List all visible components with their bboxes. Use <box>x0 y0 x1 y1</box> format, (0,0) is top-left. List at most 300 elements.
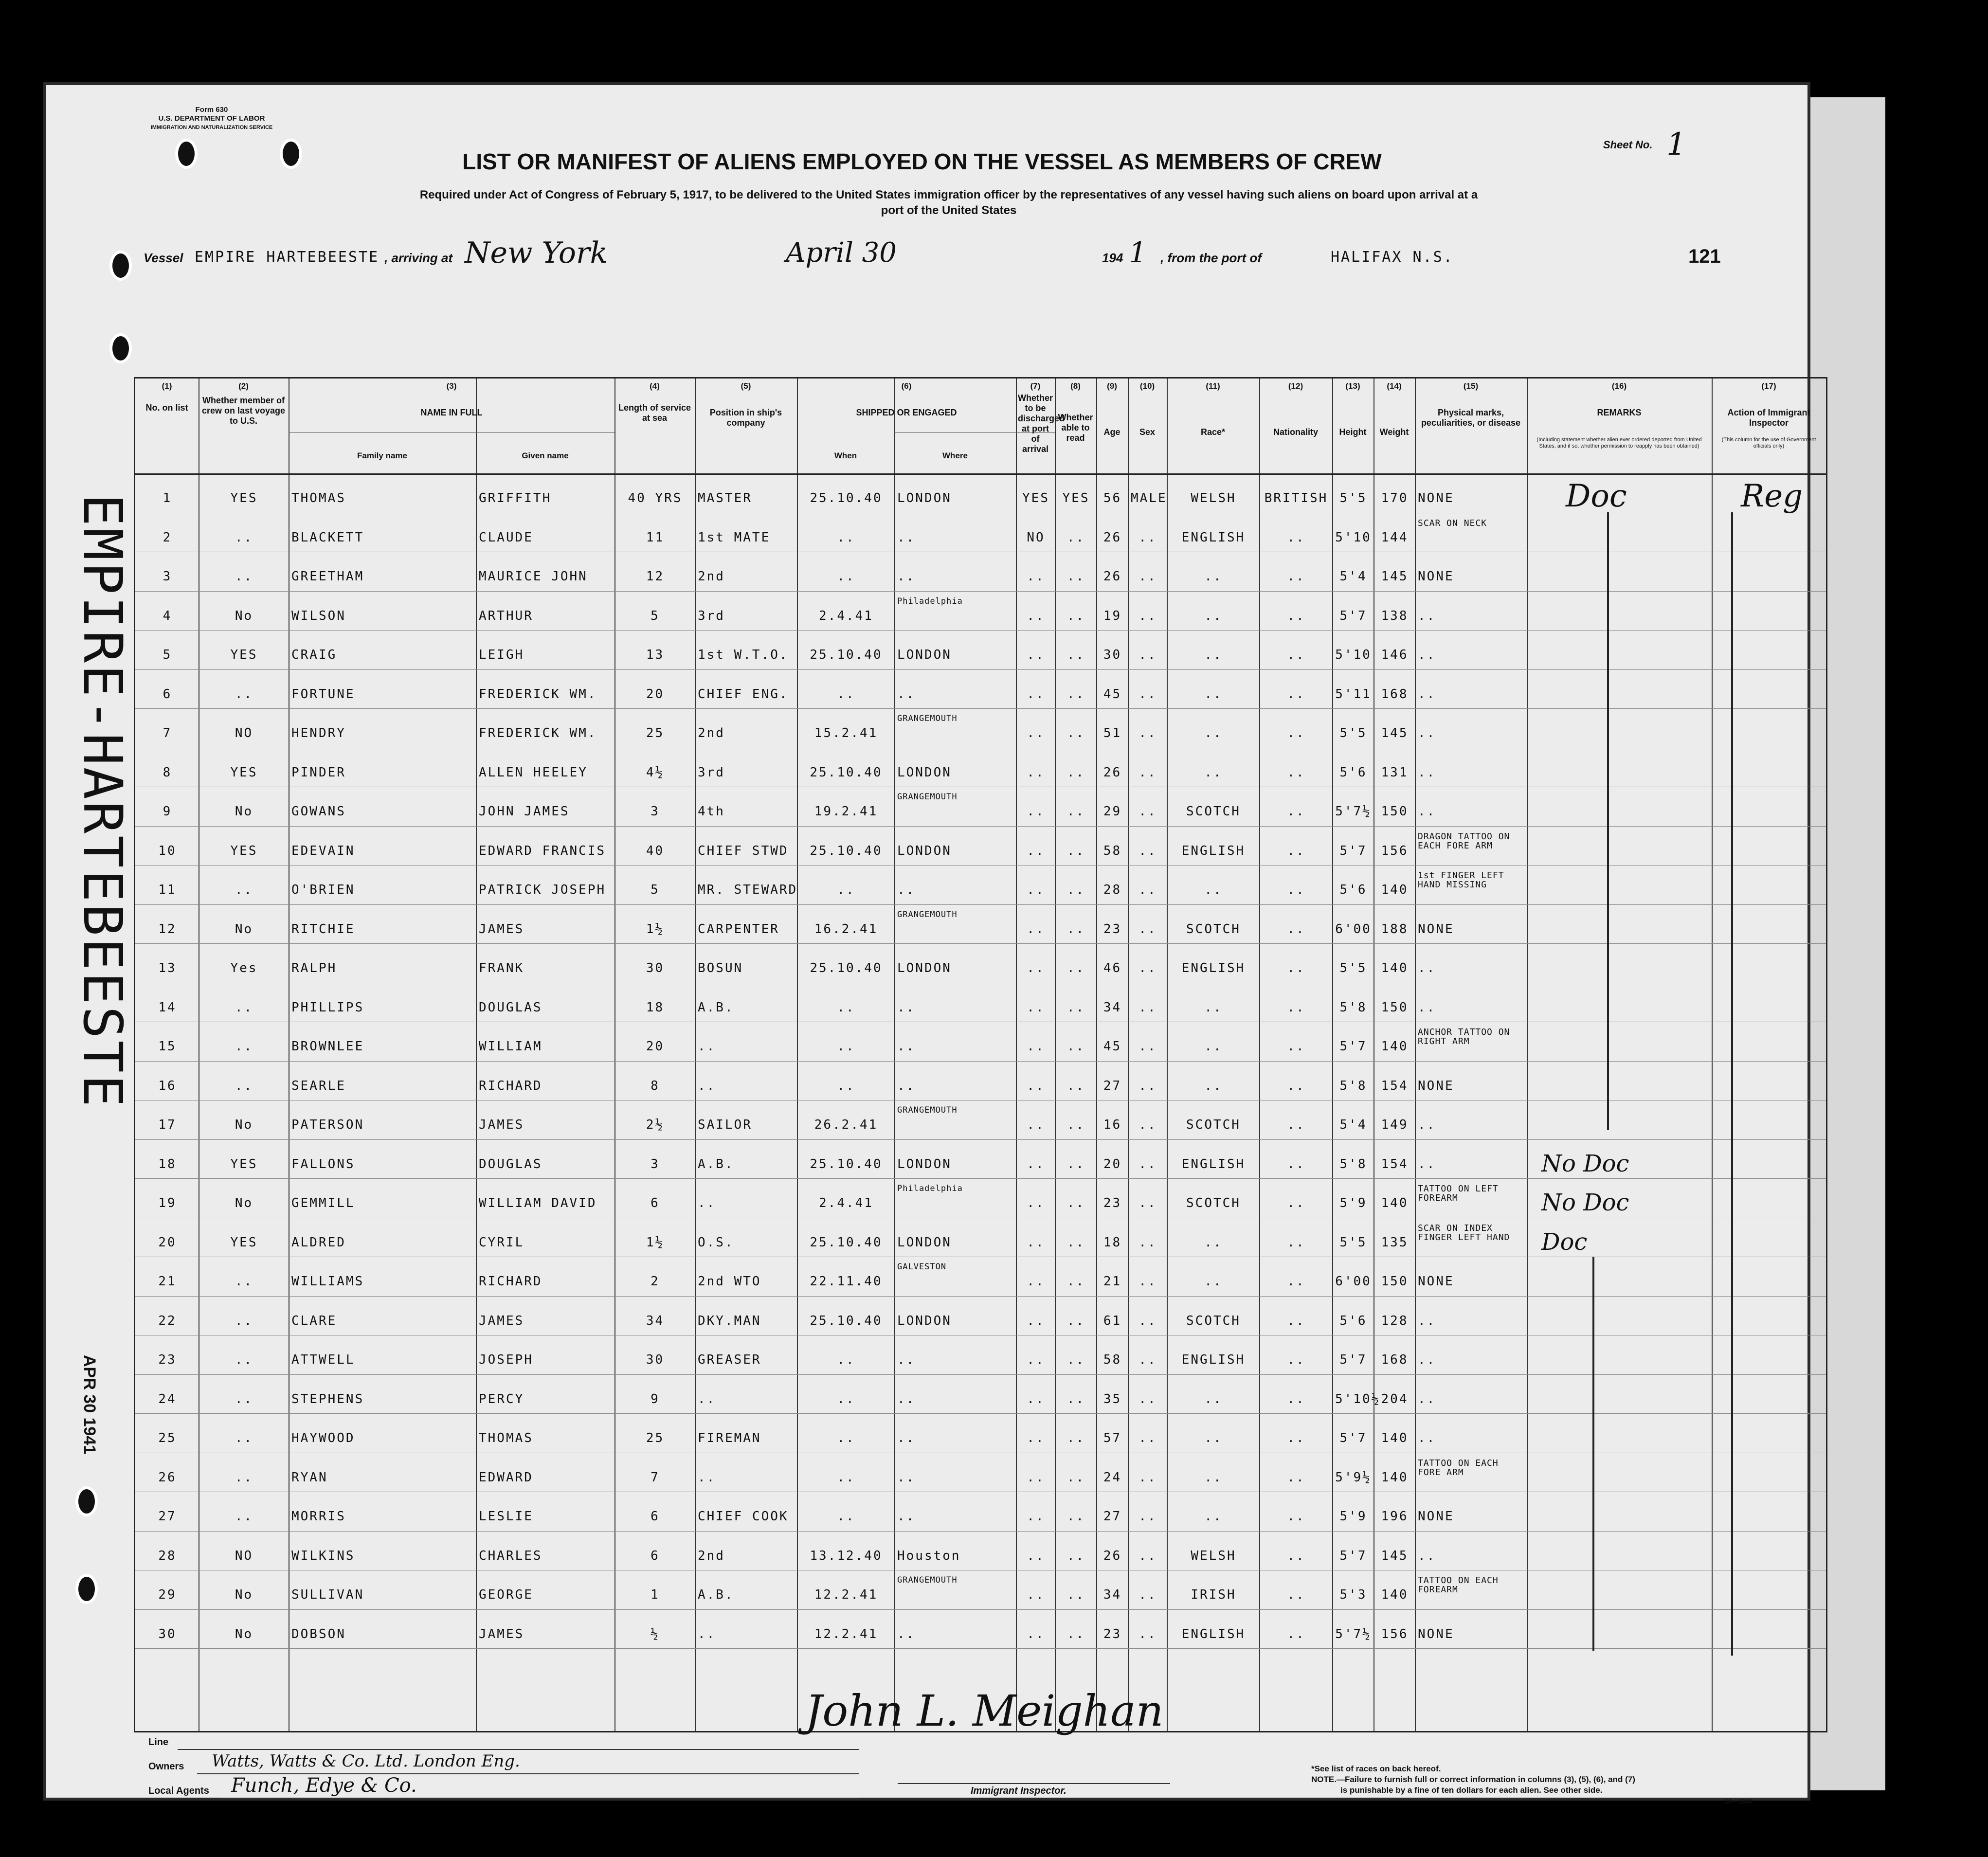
cell-service: 40 <box>646 843 665 858</box>
cell-position: .. <box>698 1391 716 1406</box>
cell-weight: 140 <box>1381 961 1409 975</box>
cell-marks: .. <box>1418 1313 1436 1328</box>
voyage-line <box>144 236 1798 275</box>
row-rule <box>135 1609 1826 1610</box>
column-rule <box>1332 379 1333 1731</box>
cell-discharge: .. <box>1027 1118 1045 1132</box>
agents-value: Funch, Edye & Co. <box>231 1774 417 1797</box>
cell-given: WILLIAM DAVID <box>479 1196 597 1210</box>
cell-service: 5 <box>651 608 660 623</box>
cell-when: .. <box>837 883 855 897</box>
cell-discharge: .. <box>1027 765 1045 780</box>
cell-where: .. <box>897 1626 916 1641</box>
cell-height: 5'4 <box>1339 569 1367 584</box>
cell-height: 5'5 <box>1339 726 1367 740</box>
row-rule <box>135 708 1826 709</box>
cell-where: .. <box>897 883 916 897</box>
cell-prev: NO <box>235 726 253 740</box>
note-penalty-1: NOTE.—Failure to furnish full or correct information in columns (3), (5), (6), and (7) <box>1311 1775 1635 1784</box>
cell-when: 22.11.40 <box>810 1274 883 1289</box>
cell-age: 29 <box>1103 804 1122 819</box>
cell-marks: TATTOO ON EACH FOREARM <box>1418 1575 1499 1595</box>
column-header-note: (Including statement whether alien ever ordered deported from United States, and if so, whether permission to reapply has been obtained) <box>1536 437 1702 449</box>
cell-nationality: .. <box>1287 843 1305 858</box>
cell-given: FREDERICK WM. <box>479 686 597 702</box>
cell-prev: No <box>235 1587 253 1602</box>
cell-read: .. <box>1066 1391 1085 1406</box>
cell-race: ENGLISH <box>1181 843 1246 858</box>
form-dept: U.S. DEPARTMENT OF LABOR <box>158 114 265 123</box>
cell-when: 19.2.41 <box>814 804 878 819</box>
form-number: Form 630 <box>195 106 228 114</box>
cell-height: 5'7 <box>1339 1352 1367 1367</box>
cell-nationality: .. <box>1287 961 1305 975</box>
cell-no: 13 <box>158 961 177 975</box>
cell-where: GRANGEMOUTH <box>897 1575 958 1585</box>
cell-discharge: .. <box>1027 1509 1045 1524</box>
cell-position: CHIEF STWD <box>698 843 789 858</box>
cell-given: ALLEN HEELEY <box>479 765 588 780</box>
cell-position: BOSUN <box>698 961 743 975</box>
cell-position: .. <box>698 1626 716 1641</box>
cell-given: ARTHUR <box>479 608 533 623</box>
cell-given: WILLIAM <box>479 1039 542 1054</box>
column-subheader: Given name <box>522 451 569 460</box>
cell-service: 6 <box>651 1196 660 1210</box>
cell-no: 30 <box>158 1626 177 1641</box>
cell-where: LONDON <box>897 1313 952 1328</box>
cell-weight: 140 <box>1381 1431 1409 1445</box>
cell-discharge: .. <box>1027 726 1045 740</box>
cell-discharge: NO <box>1027 530 1045 545</box>
cell-prev: No <box>235 1196 253 1210</box>
cell-position: O.S. <box>698 1235 734 1250</box>
cell-no: 9 <box>163 804 172 819</box>
note-races: *See list of races on back hereof. <box>1311 1764 1441 1773</box>
year-label: 194 <box>1102 251 1123 265</box>
cell-family: RYAN <box>291 1470 328 1485</box>
cell-height: 5'9 <box>1339 1196 1367 1210</box>
cell-given: DOUGLAS <box>479 1000 542 1015</box>
cell-race: .. <box>1204 1391 1223 1406</box>
cell-family: FORTUNE <box>291 686 355 702</box>
vertical-vessel-text: EMPIRE-HARTEBEESTE <box>72 494 134 1109</box>
cell-position: GREASER <box>698 1352 761 1367</box>
cell-prev: .. <box>235 1509 253 1524</box>
cell-marks: .. <box>1418 1156 1436 1172</box>
cell-position: 2nd WTO <box>698 1274 761 1289</box>
column-rule <box>695 379 696 1731</box>
cell-no: 27 <box>158 1509 177 1524</box>
cell-age: 16 <box>1103 1118 1122 1132</box>
cell-weight: 135 <box>1381 1235 1409 1250</box>
cell-read: .. <box>1066 843 1085 858</box>
cell-discharge: .. <box>1027 1039 1045 1054</box>
cell-where: Philadelphia <box>897 1184 963 1193</box>
cell-prev: .. <box>235 1039 253 1054</box>
punch-hole <box>75 1486 98 1516</box>
column-header: Action of Immigrant Inspector <box>1727 408 1810 428</box>
cell-discharge: .. <box>1027 1196 1045 1210</box>
cell-prev: YES <box>230 1156 258 1172</box>
cell-family: FALLONS <box>291 1156 355 1172</box>
cell-height: 5'5 <box>1339 491 1367 505</box>
cell-nationality: .. <box>1287 530 1305 545</box>
cell-position: .. <box>698 1039 716 1054</box>
cell-sex: .. <box>1139 765 1157 780</box>
cell-prev: .. <box>235 1352 253 1367</box>
row-rule <box>135 1648 1826 1649</box>
cell-height: 5'7 <box>1339 608 1367 623</box>
cell-read: .. <box>1066 921 1085 937</box>
cell-prev: .. <box>235 1274 253 1289</box>
cell-given: JAMES <box>479 1313 524 1328</box>
cell-no: 16 <box>158 1078 177 1093</box>
cell-prev: .. <box>235 530 253 545</box>
column-rule <box>1016 379 1017 1731</box>
from-port: HALIFAX N.S. <box>1331 249 1454 266</box>
cell-position: 1st W.T.O. <box>698 648 789 662</box>
cell-marks: NONE <box>1418 1078 1454 1093</box>
row-rule <box>135 826 1826 827</box>
cell-when: .. <box>837 530 855 545</box>
cell-where: GRANGEMOUTH <box>897 714 958 723</box>
cell-marks: ANCHOR TATTOO ON RIGHT ARM <box>1418 1027 1510 1046</box>
column-rule <box>1259 379 1260 1731</box>
cell-service: 1 <box>651 1587 660 1602</box>
cell-nationality: .. <box>1287 1626 1305 1641</box>
cell-family: PINDER <box>291 765 346 780</box>
cell-discharge: .. <box>1027 1352 1045 1367</box>
cell-given: EDWARD FRANCIS <box>479 843 606 858</box>
cell-weight: 128 <box>1381 1313 1409 1328</box>
row-rule <box>135 669 1826 670</box>
sheet-label: Sheet No. <box>1603 139 1653 151</box>
cell-service: 34 <box>646 1313 665 1328</box>
cell-discharge: .. <box>1027 569 1045 584</box>
cell-weight: 140 <box>1381 1196 1409 1210</box>
cell-sex: .. <box>1139 726 1157 740</box>
cell-age: 27 <box>1103 1509 1122 1524</box>
column-number: (8) <box>1070 381 1081 391</box>
page-subtitle <box>158 187 1739 218</box>
vertical-vessel-name <box>72 494 134 1331</box>
cell-race: .. <box>1204 1509 1223 1524</box>
cell-height: 5'10 <box>1335 648 1372 662</box>
cell-service: 30 <box>646 1352 665 1367</box>
cell-read: .. <box>1066 1000 1085 1015</box>
cell-given: MAURICE JOHN <box>479 569 588 584</box>
cell-weight: 168 <box>1381 686 1409 702</box>
row-rule <box>135 904 1826 905</box>
cell-service: 5 <box>651 883 660 897</box>
cell-weight: 156 <box>1381 1626 1409 1641</box>
cell-service: ½ <box>651 1626 660 1641</box>
cell-nationality: .. <box>1287 1470 1305 1485</box>
cell-race: .. <box>1204 608 1223 623</box>
vessel-name: EMPIRE HARTEBEESTE <box>195 249 380 266</box>
cell-read: .. <box>1066 1431 1085 1445</box>
cell-discharge: .. <box>1027 608 1045 623</box>
cell-given: PERCY <box>479 1391 524 1406</box>
cell-service: 25 <box>646 726 665 740</box>
cell-prev: .. <box>235 1391 253 1406</box>
cell-sex: .. <box>1139 1431 1157 1445</box>
cell-when: 16.2.41 <box>814 921 878 937</box>
cell-read: .. <box>1066 686 1085 702</box>
column-header: REMARKS <box>1597 408 1642 417</box>
cell-service: 6 <box>651 1509 660 1524</box>
cell-position: 3rd <box>698 765 725 780</box>
column-number: (14) <box>1387 381 1402 391</box>
cell-read: .. <box>1066 1274 1085 1289</box>
column-header: Length of service at sea <box>618 403 691 423</box>
cell-nationality: .. <box>1287 1274 1305 1289</box>
cell-read: .. <box>1066 1470 1085 1485</box>
cell-age: 51 <box>1103 726 1122 740</box>
cell-given: CHARLES <box>479 1548 542 1563</box>
cell-no: 3 <box>163 569 172 584</box>
cell-service: 30 <box>646 961 665 975</box>
cell-race: ENGLISH <box>1181 1352 1246 1367</box>
cell-when: 26.2.41 <box>814 1118 878 1132</box>
cell-height: 5'6 <box>1339 1313 1367 1328</box>
cell-weight: 140 <box>1381 1470 1409 1485</box>
cell-age: 34 <box>1103 1587 1122 1602</box>
line-label: Line <box>148 1737 169 1748</box>
cell-discharge: .. <box>1027 686 1045 702</box>
cell-given: JAMES <box>479 1118 524 1132</box>
cell-read: .. <box>1066 1039 1085 1054</box>
cell-age: 45 <box>1103 686 1122 702</box>
year-digit: 1 <box>1129 236 1147 269</box>
cell-height: 5'7 <box>1339 1431 1367 1445</box>
cell-age: 26 <box>1103 569 1122 584</box>
cell-family: RALPH <box>291 961 337 975</box>
cell-race: .. <box>1204 1274 1223 1289</box>
cell-discharge: .. <box>1027 1274 1045 1289</box>
column-subheader: When <box>834 451 857 460</box>
cell-nationality: .. <box>1287 1039 1305 1054</box>
cell-given: FREDERICK WM. <box>479 726 597 740</box>
cell-when: .. <box>837 1352 855 1367</box>
cell-when: .. <box>837 569 855 584</box>
cell-sex: .. <box>1139 686 1157 702</box>
column-rule <box>797 379 798 1731</box>
cell-service: 12 <box>646 569 665 584</box>
cell-prev: YES <box>230 648 258 662</box>
cell-weight: 168 <box>1381 1352 1409 1367</box>
cell-age: 46 <box>1103 961 1122 975</box>
cell-prev: YES <box>230 491 258 505</box>
row-rule <box>135 1296 1826 1297</box>
cell-weight: 140 <box>1381 883 1409 897</box>
cell-position: 2nd <box>698 569 725 584</box>
cell-age: 27 <box>1103 1078 1122 1093</box>
column-rule <box>1128 379 1129 1731</box>
cell-sex: .. <box>1139 1548 1157 1563</box>
cell-height: 5'9½ <box>1335 1470 1372 1485</box>
cell-race: .. <box>1204 1235 1223 1250</box>
cell-family: WILLIAMS <box>291 1274 364 1289</box>
cell-prev: .. <box>235 1470 253 1485</box>
cell-no: 14 <box>158 1000 177 1015</box>
cell-prev: .. <box>235 1078 253 1093</box>
cell-no: 18 <box>158 1156 177 1172</box>
ditto-stroke <box>1592 1257 1594 1651</box>
cell-race: .. <box>1204 765 1223 780</box>
cell-family: EDEVAIN <box>291 843 355 858</box>
cell-given: CLAUDE <box>479 530 533 545</box>
cell-position: FIREMAN <box>698 1431 761 1445</box>
cell-age: 30 <box>1103 648 1122 662</box>
cell-prev: .. <box>235 883 253 897</box>
cell-read: .. <box>1066 765 1085 780</box>
cell-service: 3 <box>651 804 660 819</box>
cell-nationality: .. <box>1287 1000 1305 1015</box>
cell-marks: NONE <box>1418 1626 1454 1641</box>
cell-service: 1½ <box>646 921 665 937</box>
column-number: (17) <box>1761 381 1776 391</box>
cell-service: 2 <box>651 1274 660 1289</box>
cell-nationality: .. <box>1287 1313 1305 1328</box>
header-rule <box>135 473 1826 475</box>
cell-service: 20 <box>646 1039 665 1054</box>
cell-sex: .. <box>1139 608 1157 623</box>
cell-family: SEARLE <box>291 1078 346 1093</box>
cell-when: 2.4.41 <box>819 1196 873 1210</box>
cell-age: 24 <box>1103 1470 1122 1485</box>
cell-service: 40 YRS <box>628 491 683 505</box>
cell-race: .. <box>1204 1470 1223 1485</box>
cell-family: BLACKETT <box>291 530 364 545</box>
cell-marks: NONE <box>1418 1509 1454 1524</box>
cell-weight: 145 <box>1381 1548 1409 1563</box>
cell-read: .. <box>1066 726 1085 740</box>
cell-service: 6 <box>651 1548 660 1563</box>
manifest-sheet <box>46 85 1816 1805</box>
cell-weight: 150 <box>1381 804 1409 819</box>
cell-race: .. <box>1204 648 1223 662</box>
action-handwritten: Reg <box>1741 478 1803 514</box>
cell-when: 25.10.40 <box>810 491 883 505</box>
row-rule <box>135 1413 1826 1414</box>
from-label: , from the port of <box>1160 251 1262 265</box>
cell-race: ENGLISH <box>1181 530 1246 545</box>
cell-race: IRISH <box>1191 1587 1236 1602</box>
cell-when: .. <box>837 1391 855 1406</box>
cell-discharge: YES <box>1022 491 1049 505</box>
cell-marks: .. <box>1418 804 1436 819</box>
cell-family: GREETHAM <box>291 569 364 584</box>
cell-position: CHIEF ENG. <box>698 686 789 702</box>
footer-notes <box>1311 1764 1635 1796</box>
line-rule <box>178 1749 859 1750</box>
cell-no: 12 <box>158 921 177 937</box>
cell-prev: YES <box>230 843 258 858</box>
cell-height: 5'7½ <box>1335 804 1372 819</box>
cell-age: 58 <box>1103 1352 1122 1367</box>
column-header: Age <box>1103 427 1121 437</box>
arrival-date: April 30 <box>786 237 897 269</box>
cell-prev: No <box>235 1118 253 1132</box>
cell-height: 6'00 <box>1335 921 1372 937</box>
cell-height: 5'5 <box>1339 1235 1367 1250</box>
cell-weight: 150 <box>1381 1274 1409 1289</box>
cell-nationality: .. <box>1287 1156 1305 1172</box>
cell-family: ATTWELL <box>291 1352 355 1367</box>
cell-sex: .. <box>1139 843 1157 858</box>
cell-age: 57 <box>1103 1431 1122 1445</box>
punch-hole <box>109 333 132 363</box>
row-rule <box>135 943 1826 944</box>
cell-sex: .. <box>1139 1587 1157 1602</box>
owners-value: Watts, Watts & Co. Ltd. London Eng. <box>212 1751 520 1771</box>
cell-when: .. <box>837 1039 855 1054</box>
inspector-signature: John L. Meighan <box>805 1686 1164 1736</box>
cell-service: 11 <box>646 530 665 545</box>
cell-age: 58 <box>1103 843 1122 858</box>
cell-position: CARPENTER <box>698 921 779 937</box>
cell-marks: .. <box>1418 726 1436 740</box>
cell-when: 2.4.41 <box>819 608 873 623</box>
cell-nationality: .. <box>1287 765 1305 780</box>
column-number: (9) <box>1107 381 1117 391</box>
cell-discharge: .. <box>1027 1078 1045 1093</box>
cell-sex: .. <box>1139 530 1157 545</box>
cell-no: 22 <box>158 1313 177 1328</box>
cell-prev: NO <box>235 1548 253 1563</box>
cell-where: Houston <box>897 1548 961 1563</box>
cell-weight: 154 <box>1381 1156 1409 1172</box>
cell-marks: .. <box>1418 1118 1436 1132</box>
cell-family: ALDRED <box>291 1235 346 1250</box>
cell-race: .. <box>1204 1000 1223 1015</box>
cell-nationality: .. <box>1287 1509 1305 1524</box>
cell-marks: .. <box>1418 1391 1436 1406</box>
cell-position: DKY.MAN <box>698 1313 761 1328</box>
cell-family: STEPHENS <box>291 1391 364 1406</box>
cell-no: 11 <box>158 883 177 897</box>
cell-age: 26 <box>1103 530 1122 545</box>
cell-read: .. <box>1066 1118 1085 1132</box>
cell-family: GEMMILL <box>291 1196 355 1210</box>
cell-age: 56 <box>1103 491 1122 505</box>
remark-handwritten: Doc <box>1566 478 1627 514</box>
column-number: (6) <box>901 381 912 391</box>
cell-prev: No <box>235 804 253 819</box>
column-header: Whether to be discharged at port of arrival <box>1018 393 1065 454</box>
cell-age: 28 <box>1103 883 1122 897</box>
cell-service: 3 <box>651 1156 660 1172</box>
cell-family: SULLIVAN <box>291 1587 364 1602</box>
column-number: (11) <box>1206 381 1220 391</box>
cell-read: YES <box>1062 491 1090 505</box>
cell-prev: No <box>235 1626 253 1641</box>
cell-when: 25.10.40 <box>810 765 883 780</box>
column-number: (4) <box>650 381 660 391</box>
vessel-label: Vessel <box>144 251 183 265</box>
cell-read: .. <box>1066 608 1085 623</box>
cell-discharge: .. <box>1027 1156 1045 1172</box>
column-header: NAME IN FULL <box>420 408 483 417</box>
cell-no: 1 <box>163 491 172 505</box>
form-service: IMMIGRATION AND NATURALIZATION SERVICE <box>150 125 273 130</box>
cell-where: .. <box>897 1431 916 1445</box>
cell-marks: .. <box>1418 1431 1436 1445</box>
cell-prev: No <box>235 608 253 623</box>
cell-weight: 149 <box>1381 1118 1409 1132</box>
